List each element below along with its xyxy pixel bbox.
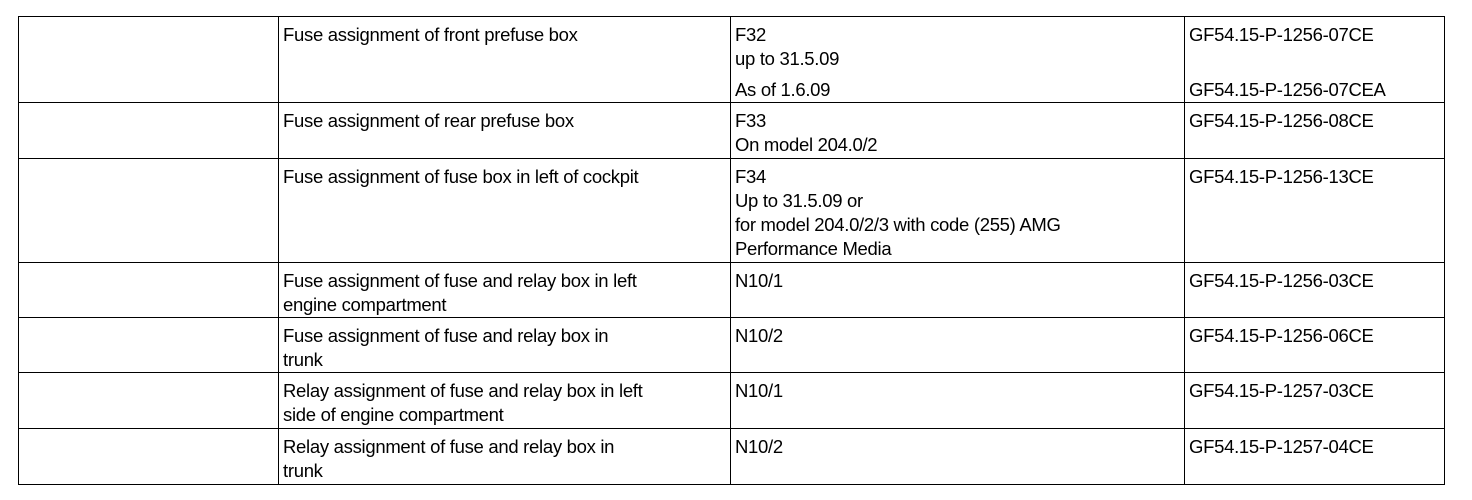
fuse-cell: [731, 318, 1185, 373]
doc-number: GF54.15-P-1257-03CE: [1189, 380, 1374, 401]
description-cell: [279, 429, 731, 485]
table-row: [19, 159, 1445, 263]
description-cell: [279, 263, 731, 318]
doc-cell: [1185, 318, 1445, 373]
description-cell: [279, 159, 731, 263]
fuse-text: As of 1.6.09: [735, 79, 831, 100]
doc-number: GF54.15-P-1256-13CE: [1189, 166, 1374, 187]
table-row: [19, 373, 1445, 429]
doc-number: GF54.15-P-1256-08CE: [1189, 110, 1374, 131]
fuse-text: for model 204.0/2/3 with code (255) AMG: [735, 214, 1061, 235]
fuse-cell: [731, 17, 1185, 103]
doc-number: GF54.15-P-1257-04CE: [1189, 436, 1374, 457]
fuse-text: Performance Media: [735, 238, 892, 259]
table-row: [19, 263, 1445, 318]
doc-cell: [1185, 17, 1445, 103]
fuse-text: N10/2: [735, 436, 783, 457]
description-text: Relay assignment of fuse and relay box in: [283, 436, 615, 457]
doc-cell: [1185, 373, 1445, 429]
table-row: [19, 429, 1445, 485]
fuse-text: N10/1: [735, 380, 783, 401]
blank-cell: [19, 159, 279, 263]
description-text: Relay assignment of fuse and relay box in left: [283, 380, 643, 401]
doc-number: GF54.15-P-1256-07CE: [1189, 24, 1374, 45]
doc-number: GF54.15-P-1256-06CE: [1189, 325, 1374, 346]
doc-cell: [1185, 263, 1445, 318]
description-cell: [279, 318, 731, 373]
blank-cell: [19, 103, 279, 159]
fuse-text: On model 204.0/2: [735, 134, 878, 155]
blank-cell: [19, 429, 279, 485]
fuse-cell: [731, 373, 1185, 429]
fuse-text: F33: [735, 110, 766, 131]
description-text: Fuse assignment of fuse and relay box in: [283, 325, 609, 346]
description-text: Fuse assignment of fuse and relay box in left: [283, 270, 637, 291]
fuse-text: F32: [735, 24, 766, 45]
fuse-text: N10/1: [735, 270, 783, 291]
blank-cell: [19, 263, 279, 318]
fuse-cell: [731, 429, 1185, 485]
fuse-assignment-table: [18, 16, 1445, 485]
fuse-text: up to 31.5.09: [735, 48, 840, 69]
description-text: engine compartment: [283, 294, 447, 315]
fuse-text: N10/2: [735, 325, 783, 346]
fuse-cell: [731, 263, 1185, 318]
fuse-cell: [731, 159, 1185, 263]
doc-number: GF54.15-P-1256-03CE: [1189, 270, 1374, 291]
table-row: [19, 318, 1445, 373]
fuse-text: Up to 31.5.09 or: [735, 190, 863, 211]
description-cell: [279, 17, 731, 103]
description-text: Fuse assignment of rear prefuse box: [283, 110, 574, 131]
description-text: Fuse assignment of fuse box in left of cockpit: [283, 166, 639, 187]
description-text: Fuse assignment of front prefuse box: [283, 24, 578, 45]
blank-cell: [19, 318, 279, 373]
blank-cell: [19, 17, 279, 103]
doc-cell: [1185, 103, 1445, 159]
blank-cell: [19, 373, 279, 429]
description-cell: [279, 103, 731, 159]
doc-cell: [1185, 429, 1445, 485]
table-row: [19, 17, 1445, 103]
fuse-text: F34: [735, 166, 766, 187]
doc-cell: [1185, 159, 1445, 263]
fuse-cell: [731, 103, 1185, 159]
description-text: side of engine compartment: [283, 404, 504, 425]
doc-number: GF54.15-P-1256-07CEA: [1189, 79, 1386, 100]
table-row: [19, 103, 1445, 159]
description-text: trunk: [283, 460, 323, 481]
description-text: trunk: [283, 349, 323, 370]
description-cell: [279, 373, 731, 429]
